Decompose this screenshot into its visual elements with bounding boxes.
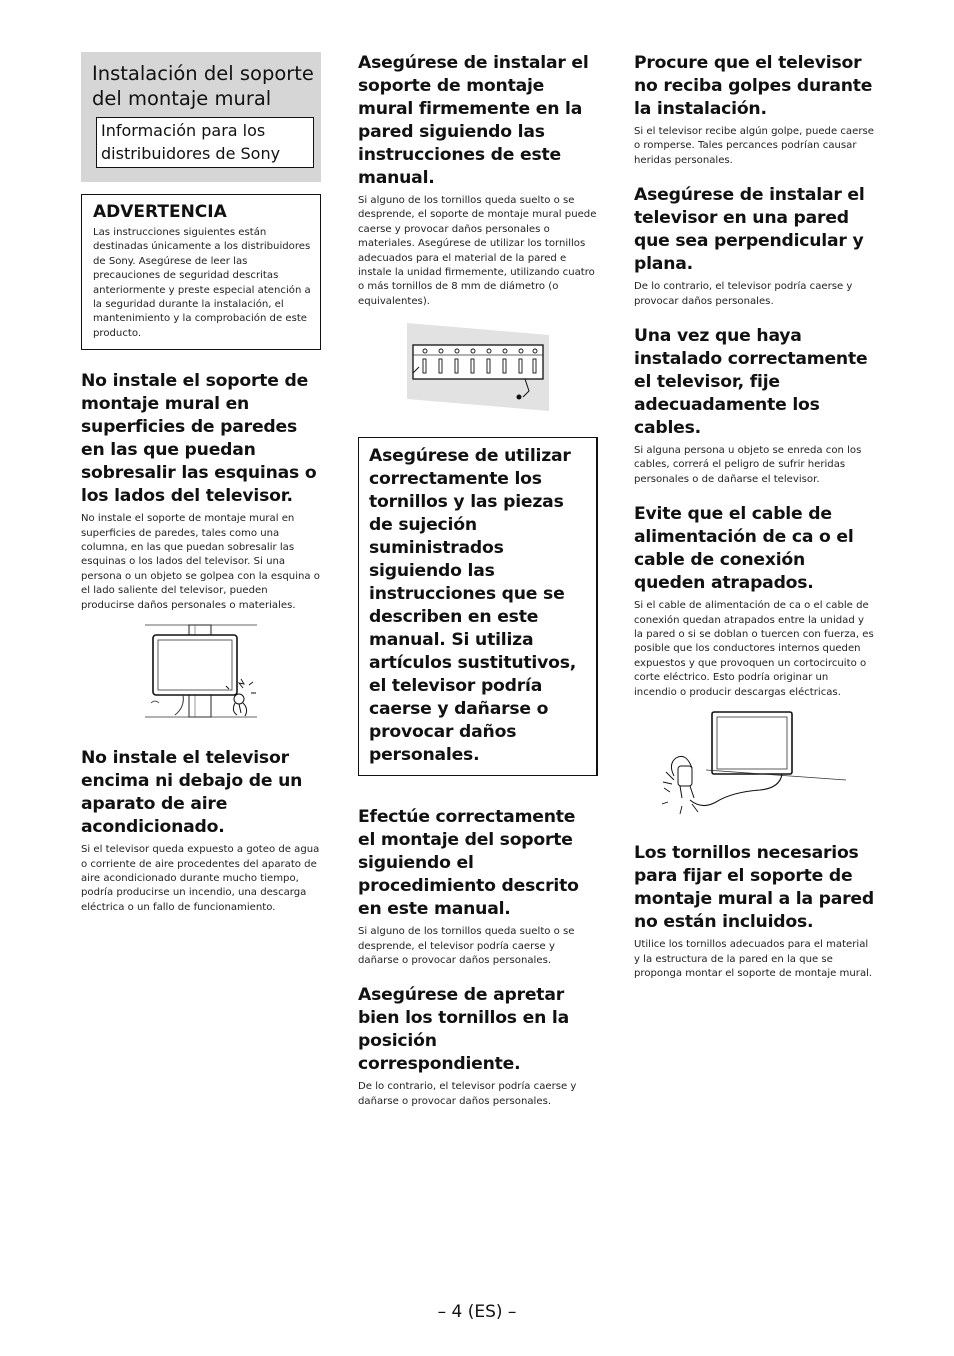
section-subtitle: Información para los distribuidores de Sony (96, 117, 314, 168)
text-column-protrusion: No instale el soporte de montaje mural en superficies de paredes, tales como una columna, en las que puedan sobresalir las esquinas o los lados del televisor. Si una persona o un objeto se golpea con la esquina o el lado saliente del televisor, pueden producirse daños personales o materiales. (81, 513, 320, 611)
illustration-wall-bracket (405, 321, 551, 413)
heading-column-protrusion: No instale el soporte de montaje mural en superficies de paredes en las que puedan sobresalir las esquinas o los lados del televisor. (81, 371, 317, 507)
text-flat-wall: De lo contrario, el televisor podría caerse y provocar daños personales. (634, 281, 853, 307)
warning-box (81, 194, 321, 350)
notice-box-screws (358, 437, 598, 776)
column-left (81, 52, 321, 931)
warning-text: Las instrucciones siguientes están destinadas únicamente a los distribuidores de Sony. Asegúrese de leer las precauciones de seguridad descritas anteriormente y preste especial atención a la seguridad durante la instalación, el mantenimiento y la comprobación de este producto. (93, 227, 311, 339)
heading-flat-wall: Asegúrese de instalar el televisor en una pared que sea perpendicular y plana. (634, 185, 865, 275)
heading-correct-mounting: Efectúe correctamente el montaje del soporte siguiendo el procedimiento descrito en este manual. (358, 807, 579, 920)
heading-tighten-screws: Asegúrese de apretar bien los tornillos en la posición correspondiente. (358, 985, 569, 1075)
heading-secure-cables: Una vez que haya instalado correctamente el televisor, fije adecuadamente los cables. (634, 326, 868, 439)
illustration-cable-trapped (662, 710, 846, 814)
text-air-conditioner: Si el televisor queda expuesto a goteo de agua o corriente de aire procedentes del aparato de aire acondicionado durante mucho tiempo, podría producirse un incendio, una descarga eléctrica o un fallo de funcionamiento. (81, 844, 320, 913)
column-right (634, 52, 874, 997)
text-tighten-screws: De lo contrario, el televisor podría caerse y dañarse o provocar daños personales. (358, 1081, 577, 1107)
text-avoid-impact: Si el televisor recibe algún golpe, puede caerse o romperse. Tales percances podrían causar heridas personales. (634, 126, 874, 166)
heading-air-conditioner: No instale el televisor encima ni debajo de un aparato de aire acondicionado. (81, 748, 303, 838)
text-secure-cables: Si alguna persona u objeto se enreda con los cables, correrá el peligro de sufrir heridas personales o de dañarse el televisor. (634, 445, 862, 485)
text-wall-mount-firmly: Si alguno de los tornillos queda suelto o se desprende, el soporte de montaje mural puede caerse y provocar daños personales o materiales. Asegúrese de utilizar los tornillos adecuados para el material de la pared e instale la unidad firmemente, utilizando cuatro o más tornillos de 8 mm de diámetro (o equivalentes). (358, 195, 597, 307)
page-number: – 4 (ES) – (437, 1302, 517, 1322)
page-title: Instalación del soporte del montaje mural (92, 62, 314, 110)
heading-wall-mount-firmly: Asegúrese de instalar el soporte de montaje mural firmemente en la pared siguiendo las instrucciones de este manual. (358, 53, 589, 188)
heading-cable-pinched: Evite que el cable de alimentación de ca o el cable de conexión queden atrapados. (634, 504, 854, 594)
section-title-box (81, 52, 321, 182)
warning-title: ADVERTENCIA (93, 202, 227, 222)
illustration-tv-corner-hazard (145, 623, 257, 723)
text-screws-not-included: Utilice los tornillos adecuados para el material y la estructura de la pared en la que se proponga montar el soporte de montaje mural. (634, 939, 873, 979)
text-correct-mounting: Si alguno de los tornillos queda suelto o se desprende, el televisor podría caerse y dañarse o provocar daños personales. (358, 926, 575, 967)
text-cable-pinched: Si el cable de alimentación de ca o el cable de conexión quedan atrapados entre la unidad y la pared o si se doblan o tuercen con fuerza, es posible que los conductores internos queden expuestos y que provoquen un cortocircuito o corte eléctrico. Esto podría originar un incendio o producir descargas eléctricas. (634, 600, 874, 698)
notice-text: Asegúrese de utilizar correctamente los tornillos y las piezas de sujeción suministrados siguiendo las instrucciones que se describen en este manual. Si utiliza artículos sustitutivos, el televisor podría caerse y dañarse o provocar daños personales. (369, 446, 577, 766)
heading-screws-not-included: Los tornillos necesarios para fijar el soporte de montaje mural a la pared no están incluidos. (634, 843, 874, 933)
heading-avoid-impact: Procure que el televisor no reciba golpes durante la instalación. (634, 53, 873, 119)
column-middle (358, 52, 598, 1125)
